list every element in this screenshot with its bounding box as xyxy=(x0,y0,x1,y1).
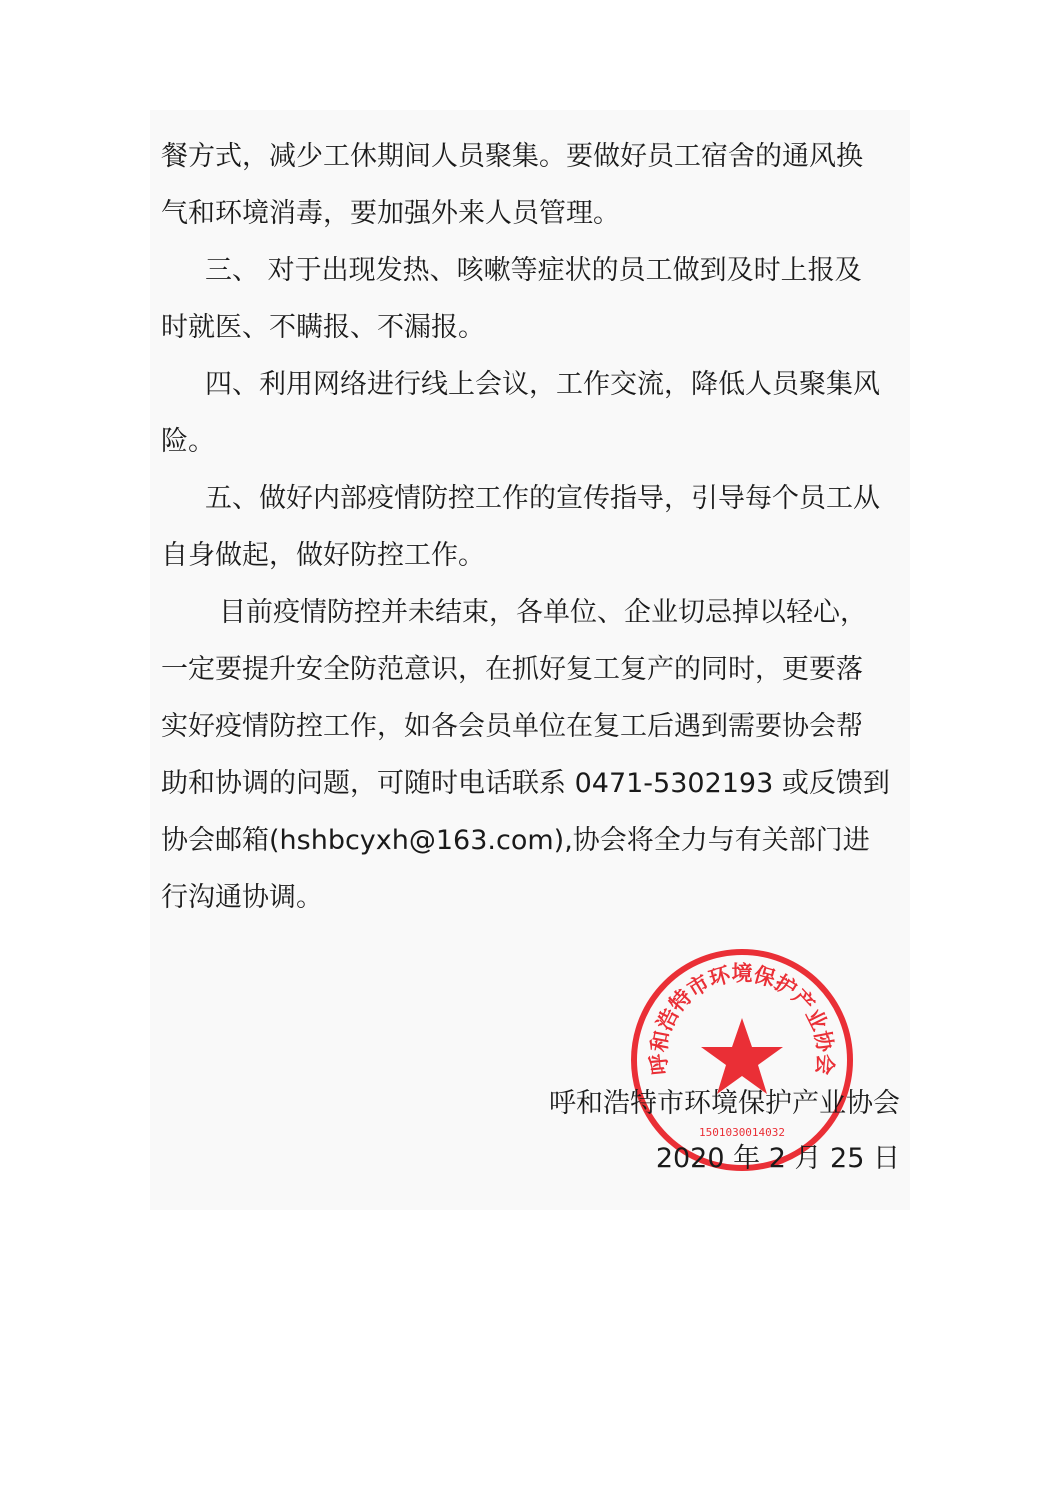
text-line: 行沟通协调。 xyxy=(161,882,323,913)
paragraph-continued xyxy=(161,128,921,242)
paragraph-item-5 xyxy=(161,470,921,584)
text-line: 目前疫情防控并未结束，各单位、企业切忌掉以轻心， xyxy=(219,597,867,628)
text-line: 餐方式，减少工休期间人员聚集。要做好员工宿舍的通风换 xyxy=(161,141,863,172)
text-line: 自身做起，做好防控工作。 xyxy=(161,540,485,571)
seal-code: 1501030014032 xyxy=(698,1126,786,1139)
text-line: 气和环境消毒，要加强外来人员管理。 xyxy=(161,198,620,229)
document-body xyxy=(161,128,921,926)
paragraph-item-4 xyxy=(161,356,921,470)
paragraph-item-3 xyxy=(161,242,921,356)
paragraph-closing xyxy=(161,584,921,926)
text-line: 险。 xyxy=(161,426,215,457)
seal-arc-text: 呼和浩特市环境保护产业协会 xyxy=(646,961,838,1076)
text-line: 五、做好内部疫情防控工作的宣传指导，引导每个员工从 xyxy=(205,483,880,514)
text-line: 一定要提升安全防范意识，在抓好复工复产的同时，更要落 xyxy=(161,654,863,685)
text-line: 协会邮箱(hshbcyxh@163.com),协会将全力与有关部门进 xyxy=(161,825,870,856)
text-line: 实好疫情防控工作，如各会员单位在复工后遇到需要协会帮 xyxy=(161,711,863,742)
text-line: 助和协调的问题，可随时电话联系 0471-5302193 或反馈到 xyxy=(161,768,890,799)
signature-date: 2020 年 2 月 25 日 xyxy=(655,1143,900,1174)
signature-organization: 呼和浩特市环境保护产业协会 xyxy=(549,1088,900,1119)
text-line: 时就医、不瞒报、不漏报。 xyxy=(161,312,485,343)
text-line: 三、 对于出现发热、咳嗽等症状的员工做到及时上报及 xyxy=(205,255,862,286)
text-line: 四、利用网络进行线上会议，工作交流，降低人员聚集风 xyxy=(205,369,880,400)
